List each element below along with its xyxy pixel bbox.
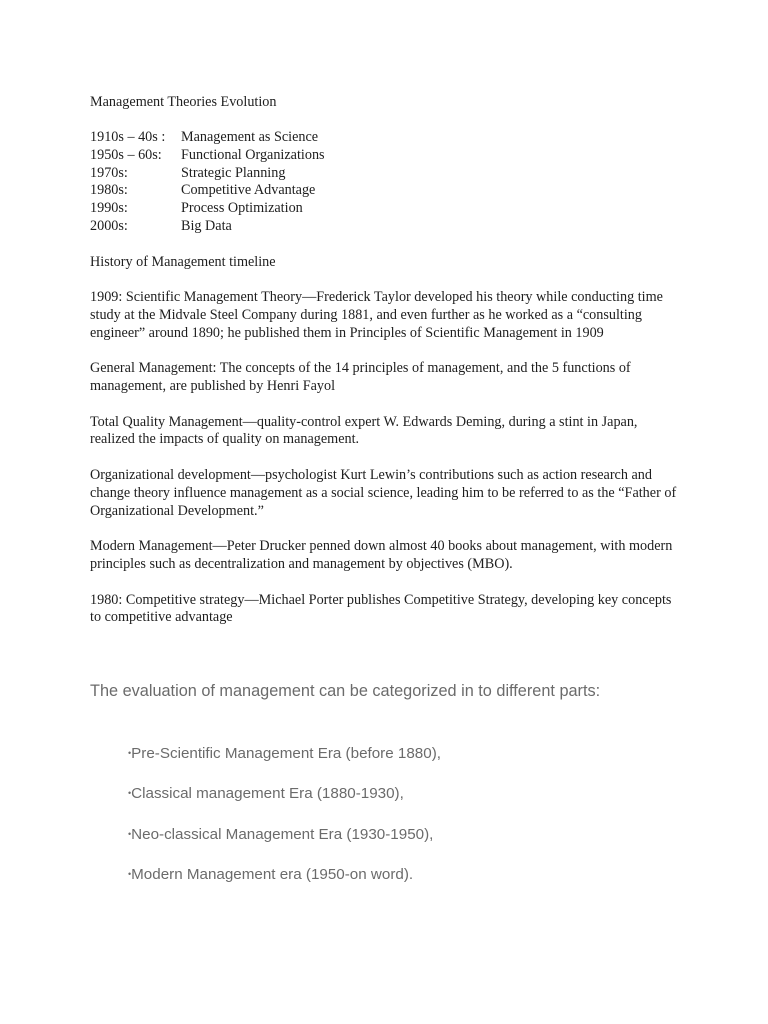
bullet-icon: •: [128, 868, 132, 879]
era-label: Neo-classical Management Era (1930-1950),: [131, 825, 434, 843]
timeline-period: 1970s:: [90, 164, 128, 181]
evaluation-heading: The evaluation of management can be categorized in to different parts:: [90, 682, 601, 700]
bullet-icon: •: [128, 828, 132, 839]
timeline-row: [90, 200, 325, 218]
bullet-icon: •: [128, 788, 132, 799]
era-label: Pre-Scientific Management Era (before 1880),: [131, 745, 441, 762]
timeline-theme: Management as Science: [181, 129, 319, 145]
history-paragraph: 1909: Scientific Management Theory—Frederick Taylor developed his theory while conducting time study at the Midvale Steel Company during 1881, and even further as he worked as a “consulting engineer” around 1890; he published them in Principles of Scientific Management in 1909: [90, 289, 663, 341]
timeline-period: 1990s:: [90, 200, 128, 217]
history-paragraph: Modern Management—Peter Drucker penned down almost 40 books about management, with modern principles such as decentralization and management by objectives (MBO).: [90, 538, 673, 572]
timeline-theme: Functional Organizations: [181, 146, 325, 163]
timeline-period: 1980s:: [90, 182, 128, 199]
timeline-row: [90, 182, 325, 200]
history-paragraph: Organizational development—psychologist Kurt Lewin’s contributions such as action research and change theory influence management as a social science, leading him to be referred to as the “Father of Organizational Development.”: [90, 466, 677, 519]
timeline-theme: Big Data: [181, 217, 232, 234]
timeline-period: 2000s:: [90, 217, 128, 234]
era-item: [128, 783, 441, 823]
era-label: Modern Management era (1950-on word).: [131, 865, 414, 883]
timeline-row: [90, 165, 325, 183]
era-item: [128, 864, 441, 904]
timeline-theme: Competitive Advantage: [181, 182, 316, 199]
history-paragraph: General Management: The concepts of the 14 principles of management, and the 5 functions of management, are published by Henri Fayol: [90, 360, 631, 394]
history-entries: [90, 289, 680, 645]
timeline-period: 1950s – 60s:: [90, 146, 162, 163]
timeline-row: [90, 129, 325, 147]
era-item: [128, 824, 441, 864]
history-heading: History of Management timeline: [90, 254, 276, 270]
document-title: Management Theories Evolution: [90, 94, 277, 110]
timeline-row: [90, 218, 325, 236]
timeline-theme: Strategic Planning: [181, 164, 286, 181]
bullet-icon: •: [128, 748, 132, 758]
history-paragraph: Total Quality Management—quality-control expert W. Edwards Deming, during a stint in Japan, realized the impacts of quality on management.: [90, 413, 638, 448]
history-paragraph: 1980: Competitive strategy—Michael Porter publishes Competitive Strategy, developing key concepts to competitive advantage: [90, 591, 672, 626]
timeline-list: [90, 129, 325, 236]
timeline-period: 1910s – 40s :: [90, 129, 166, 145]
era-item: [128, 743, 441, 783]
era-label: Classical management Era (1880-1930),: [131, 785, 404, 803]
era-list: [128, 743, 441, 904]
timeline-theme: Process Optimization: [181, 200, 303, 217]
timeline-row: [90, 147, 325, 165]
